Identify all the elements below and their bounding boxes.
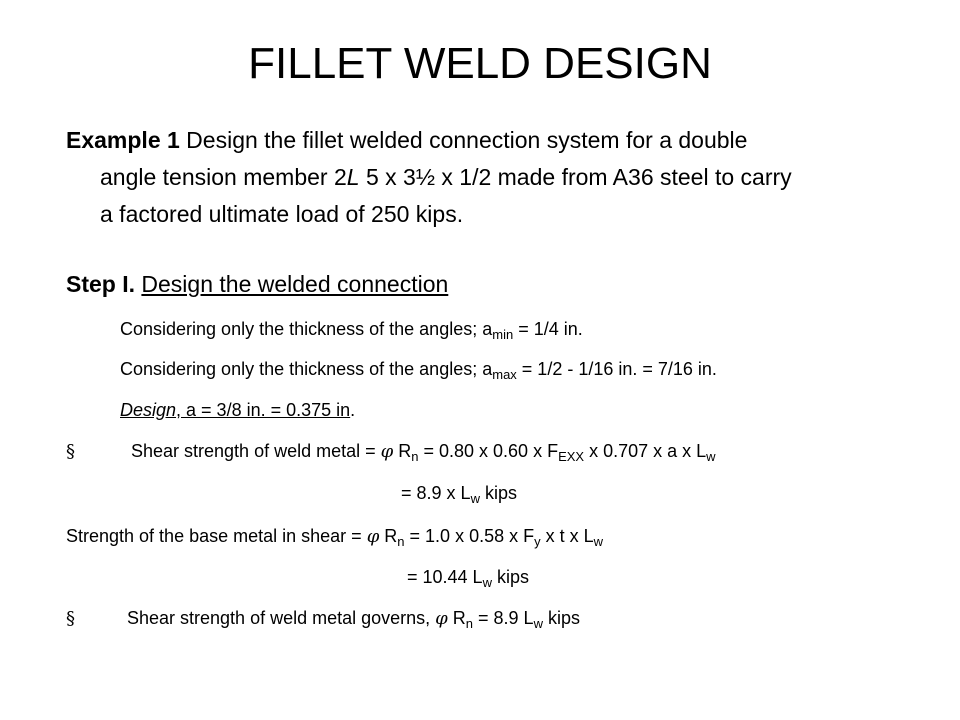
base-result: = 10.44 L [407, 567, 483, 587]
base-n-subscript: n [397, 534, 405, 549]
governs-unit: kips [542, 608, 580, 628]
slide-title: FILLET WELD DESIGN [248, 39, 712, 88]
step-label: Step I. [66, 271, 136, 297]
exx-subscript: EXX [558, 449, 585, 464]
base-result-line [407, 565, 529, 589]
phi-symbol: φ [435, 608, 448, 629]
base-result-w-subscript: w [482, 575, 492, 590]
weld-n-subscript: n [411, 449, 419, 464]
weld-formula: = 0.80 x 0.60 x F [418, 441, 559, 461]
bullet-icon: § [66, 608, 75, 629]
base-formula: = 1.0 x 0.58 x F [404, 526, 535, 546]
example-line-3: a factored ultimate load of 250 kips. [100, 201, 464, 227]
example-angle-symbol: L [346, 164, 360, 190]
amin-line [120, 317, 583, 341]
amax-text: Considering only the thickness of the angles; a [120, 359, 493, 379]
governs-text: Shear strength of weld metal governs, [127, 608, 436, 628]
example-text-1: Design the fillet welded connection system for a double [179, 127, 748, 153]
step-heading [66, 266, 448, 303]
amax-subscript: max [492, 367, 517, 382]
weld-strength-line [66, 439, 716, 464]
base-text: Strength of the base metal in shear = [66, 526, 367, 546]
design-line [120, 398, 355, 422]
weld-text: Shear strength of weld metal = [131, 441, 381, 461]
design-value: , a = 3/8 in. = 0.375 in [176, 400, 351, 420]
weld-result: = 8.9 x L [401, 483, 471, 503]
phi-symbol: φ [366, 526, 380, 547]
amin-text: Considering only the thickness of the angles; a [120, 319, 493, 339]
amax-value: = 1/2 - 1/16 in. = 7/16 in. [516, 359, 717, 379]
step-title: Design the welded connection [141, 271, 449, 297]
amin-value: = 1/4 in. [513, 319, 583, 339]
governs-w-subscript: w [533, 616, 543, 631]
governs-n-subscript: n [465, 616, 474, 631]
weld-result-unit: kips [479, 483, 517, 503]
base-formula-end: x t x L [540, 526, 594, 546]
design-label: Design [120, 400, 177, 420]
example-text-2b: 5 x 3½ x 1/2 made from A36 steel to carry [359, 164, 792, 190]
base-R: R [379, 526, 398, 546]
base-result-unit: kips [491, 567, 529, 587]
example-line-1 [66, 122, 936, 159]
design-underlined [120, 400, 350, 420]
base-y-subscript: y [534, 534, 541, 549]
amax-line [120, 357, 717, 381]
base-w-subscript: w [593, 534, 604, 549]
amin-subscript: min [492, 327, 514, 342]
weld-formula-end: x 0.707 x a x L [584, 441, 707, 461]
weld-w-subscript: w [706, 449, 716, 464]
design-period: . [350, 400, 356, 420]
weld-result-line [401, 481, 517, 505]
phi-symbol: φ [380, 441, 394, 462]
example-text-2a: angle tension member 2 [100, 164, 347, 190]
bullet-icon: § [66, 441, 75, 462]
example-label: Example 1 [66, 127, 180, 153]
example-line-2 [66, 159, 936, 196]
weld-result-w-subscript: w [470, 491, 480, 506]
base-strength-line [66, 524, 603, 549]
governs-value: = 8.9 L [473, 608, 534, 628]
governs-line [66, 606, 580, 631]
weld-R: R [393, 441, 412, 461]
example-paragraph [66, 122, 936, 233]
governs-R: R [447, 608, 466, 628]
